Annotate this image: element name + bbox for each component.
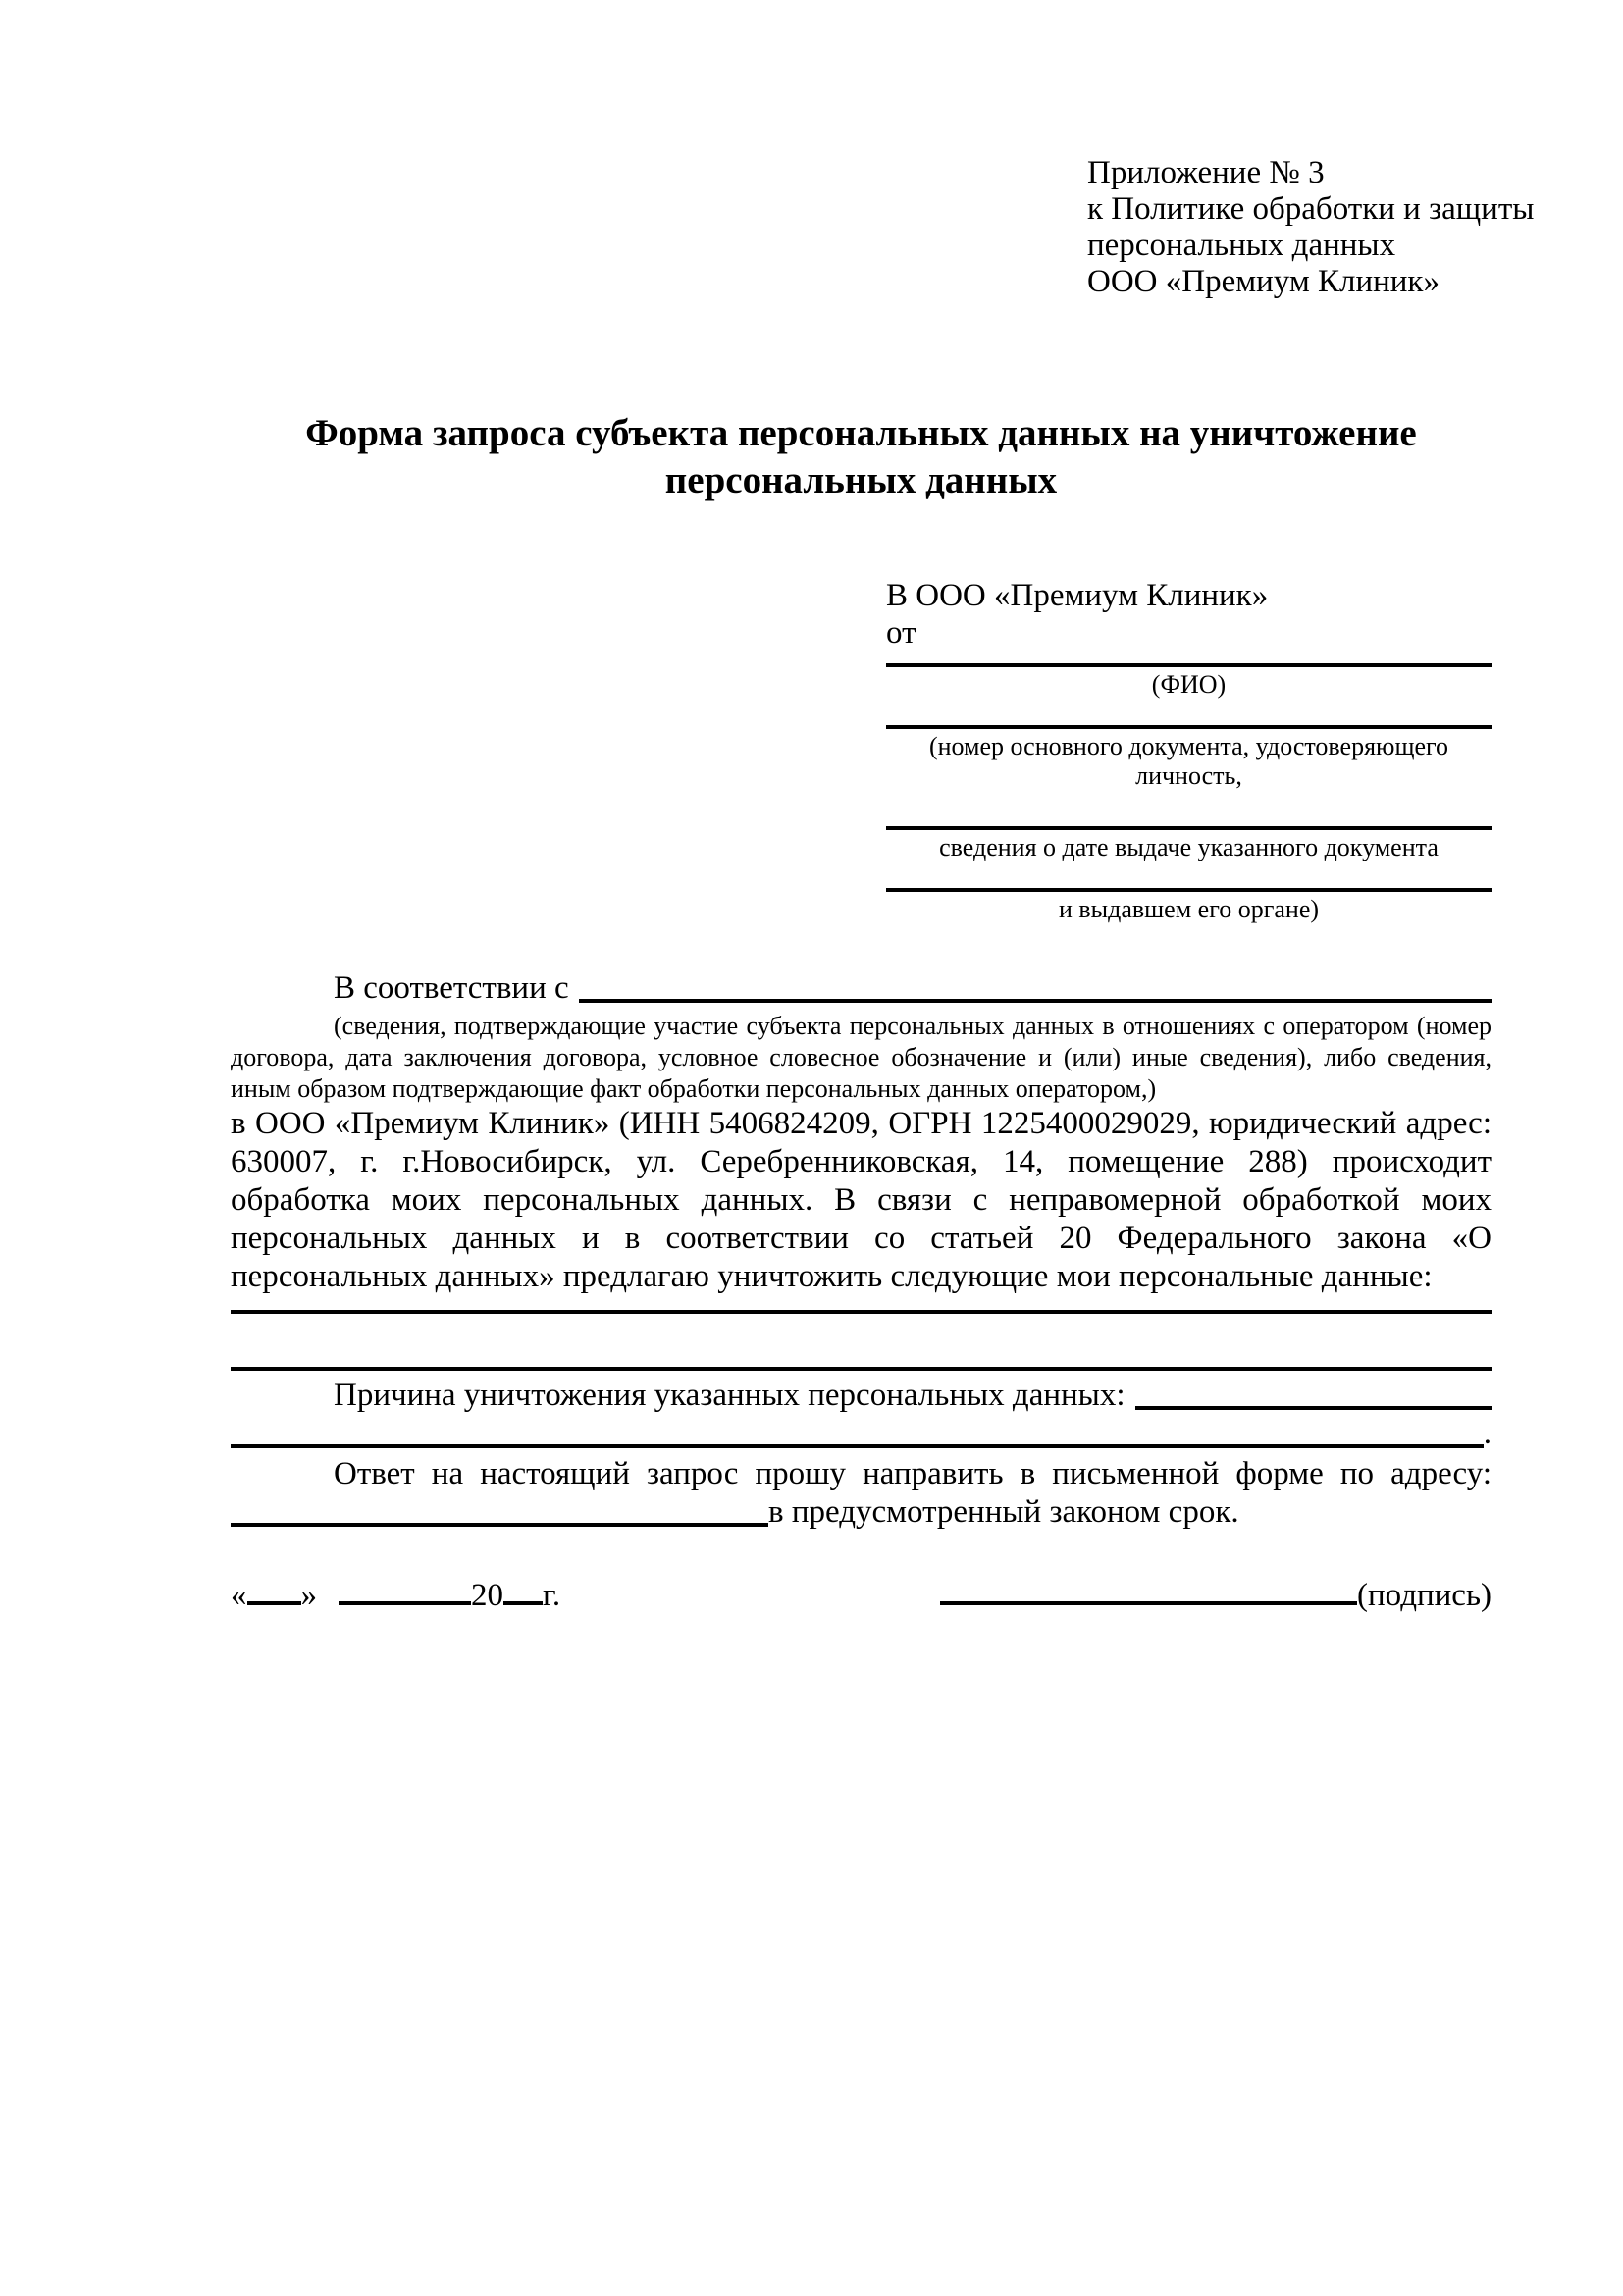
fio-caption: (ФИО) (1151, 670, 1227, 699)
date-group (231, 1577, 560, 1615)
according-footnote: (сведения, подтверждающие участие субъекта персональных данных в отношениях с оператором (номер договора, дата заключения договора, условное словесное обозначение и (или) иные сведения), либо сведения, иным образом подтверждающие факт обработки персональных данных оператором,) (231, 1012, 1492, 1103)
according-fill-line (579, 999, 1492, 1003)
document-number-caption: (номер основного документа, удостоверяющего личность, (928, 732, 1449, 790)
issue-date-fill-line (886, 791, 1492, 830)
date-close-quote: » (300, 1578, 317, 1613)
appendix-line: ООО «Премиум Клиник» (1087, 264, 1440, 299)
data-fill-line-2 (231, 1314, 1492, 1371)
year-fill-line (503, 1601, 543, 1605)
response-address-row (231, 1493, 1492, 1532)
document-number-fill-line (886, 700, 1492, 729)
period-mark: . (1483, 1416, 1492, 1451)
address-fill-line (231, 1523, 768, 1527)
footer-row (231, 1577, 1492, 1615)
reason-fill-line-2 (231, 1444, 1484, 1448)
reason-row (231, 1377, 1492, 1415)
day-fill-line (247, 1601, 301, 1605)
document-title-line: персональных данных (664, 459, 1058, 501)
data-fill-line-1 (231, 1296, 1492, 1314)
year-prefix: 20 (471, 1578, 503, 1613)
addressee-to: В ООО «Премиум Клиник» (886, 578, 1269, 613)
appendix-line: персональных данных (1087, 228, 1396, 263)
response-suffix: в предусмотренный законом срок. (768, 1494, 1239, 1530)
year-suffix: г. (543, 1578, 561, 1613)
response-sentence: Ответ на настоящий запрос прошу направить в письменной форме по адресу: (334, 1456, 1492, 1491)
signature-group (940, 1577, 1492, 1615)
reason-label: Причина уничтожения указанных персональных данных: (334, 1378, 1126, 1413)
addressee-from-label: от (886, 615, 916, 651)
reason-fill-line (1135, 1406, 1492, 1410)
issuing-authority-caption: и выдавшем его органе) (1058, 895, 1320, 923)
main-paragraph: в ООО «Премиум Клиник» (ИНН 5406824209, ОГРН 1225400029029, юридический адрес: 630007, г. г.Новосибирск, ул. Серебренниковская, 14, помещение 288) происходит обработка моих персональных данных. В связи с неправомерной обработкой моих персональных данных и в соответствии со статьей 20 Федерального закона «О персональных данных» предлагаю уничтожить следующие мои персональные данные: (231, 1106, 1492, 1294)
signature-fill-line (940, 1601, 1357, 1605)
month-fill-line (339, 1601, 471, 1605)
issuing-authority-fill-line (886, 862, 1492, 892)
date-open-quote: « (231, 1578, 247, 1613)
appendix-line: Приложение № 3 (1087, 155, 1325, 190)
document-title (231, 410, 1492, 504)
according-row (231, 969, 1492, 1008)
document-title-line: Форма запроса субъекта персональных данных на уничтожение (305, 412, 1417, 454)
signature-caption: (подпись) (1357, 1578, 1492, 1613)
reason-continuation-row (231, 1415, 1492, 1453)
according-label: В соответствии с (334, 970, 569, 1006)
appendix-line: к Политике обработки и защиты (1087, 191, 1535, 227)
addressee-block (886, 577, 1492, 924)
appendix-reference (1087, 155, 1535, 300)
page-content (0, 155, 1623, 1615)
fio-fill-line (886, 652, 1492, 667)
issue-date-caption: сведения о дате выдаче указанного документа (939, 833, 1439, 861)
